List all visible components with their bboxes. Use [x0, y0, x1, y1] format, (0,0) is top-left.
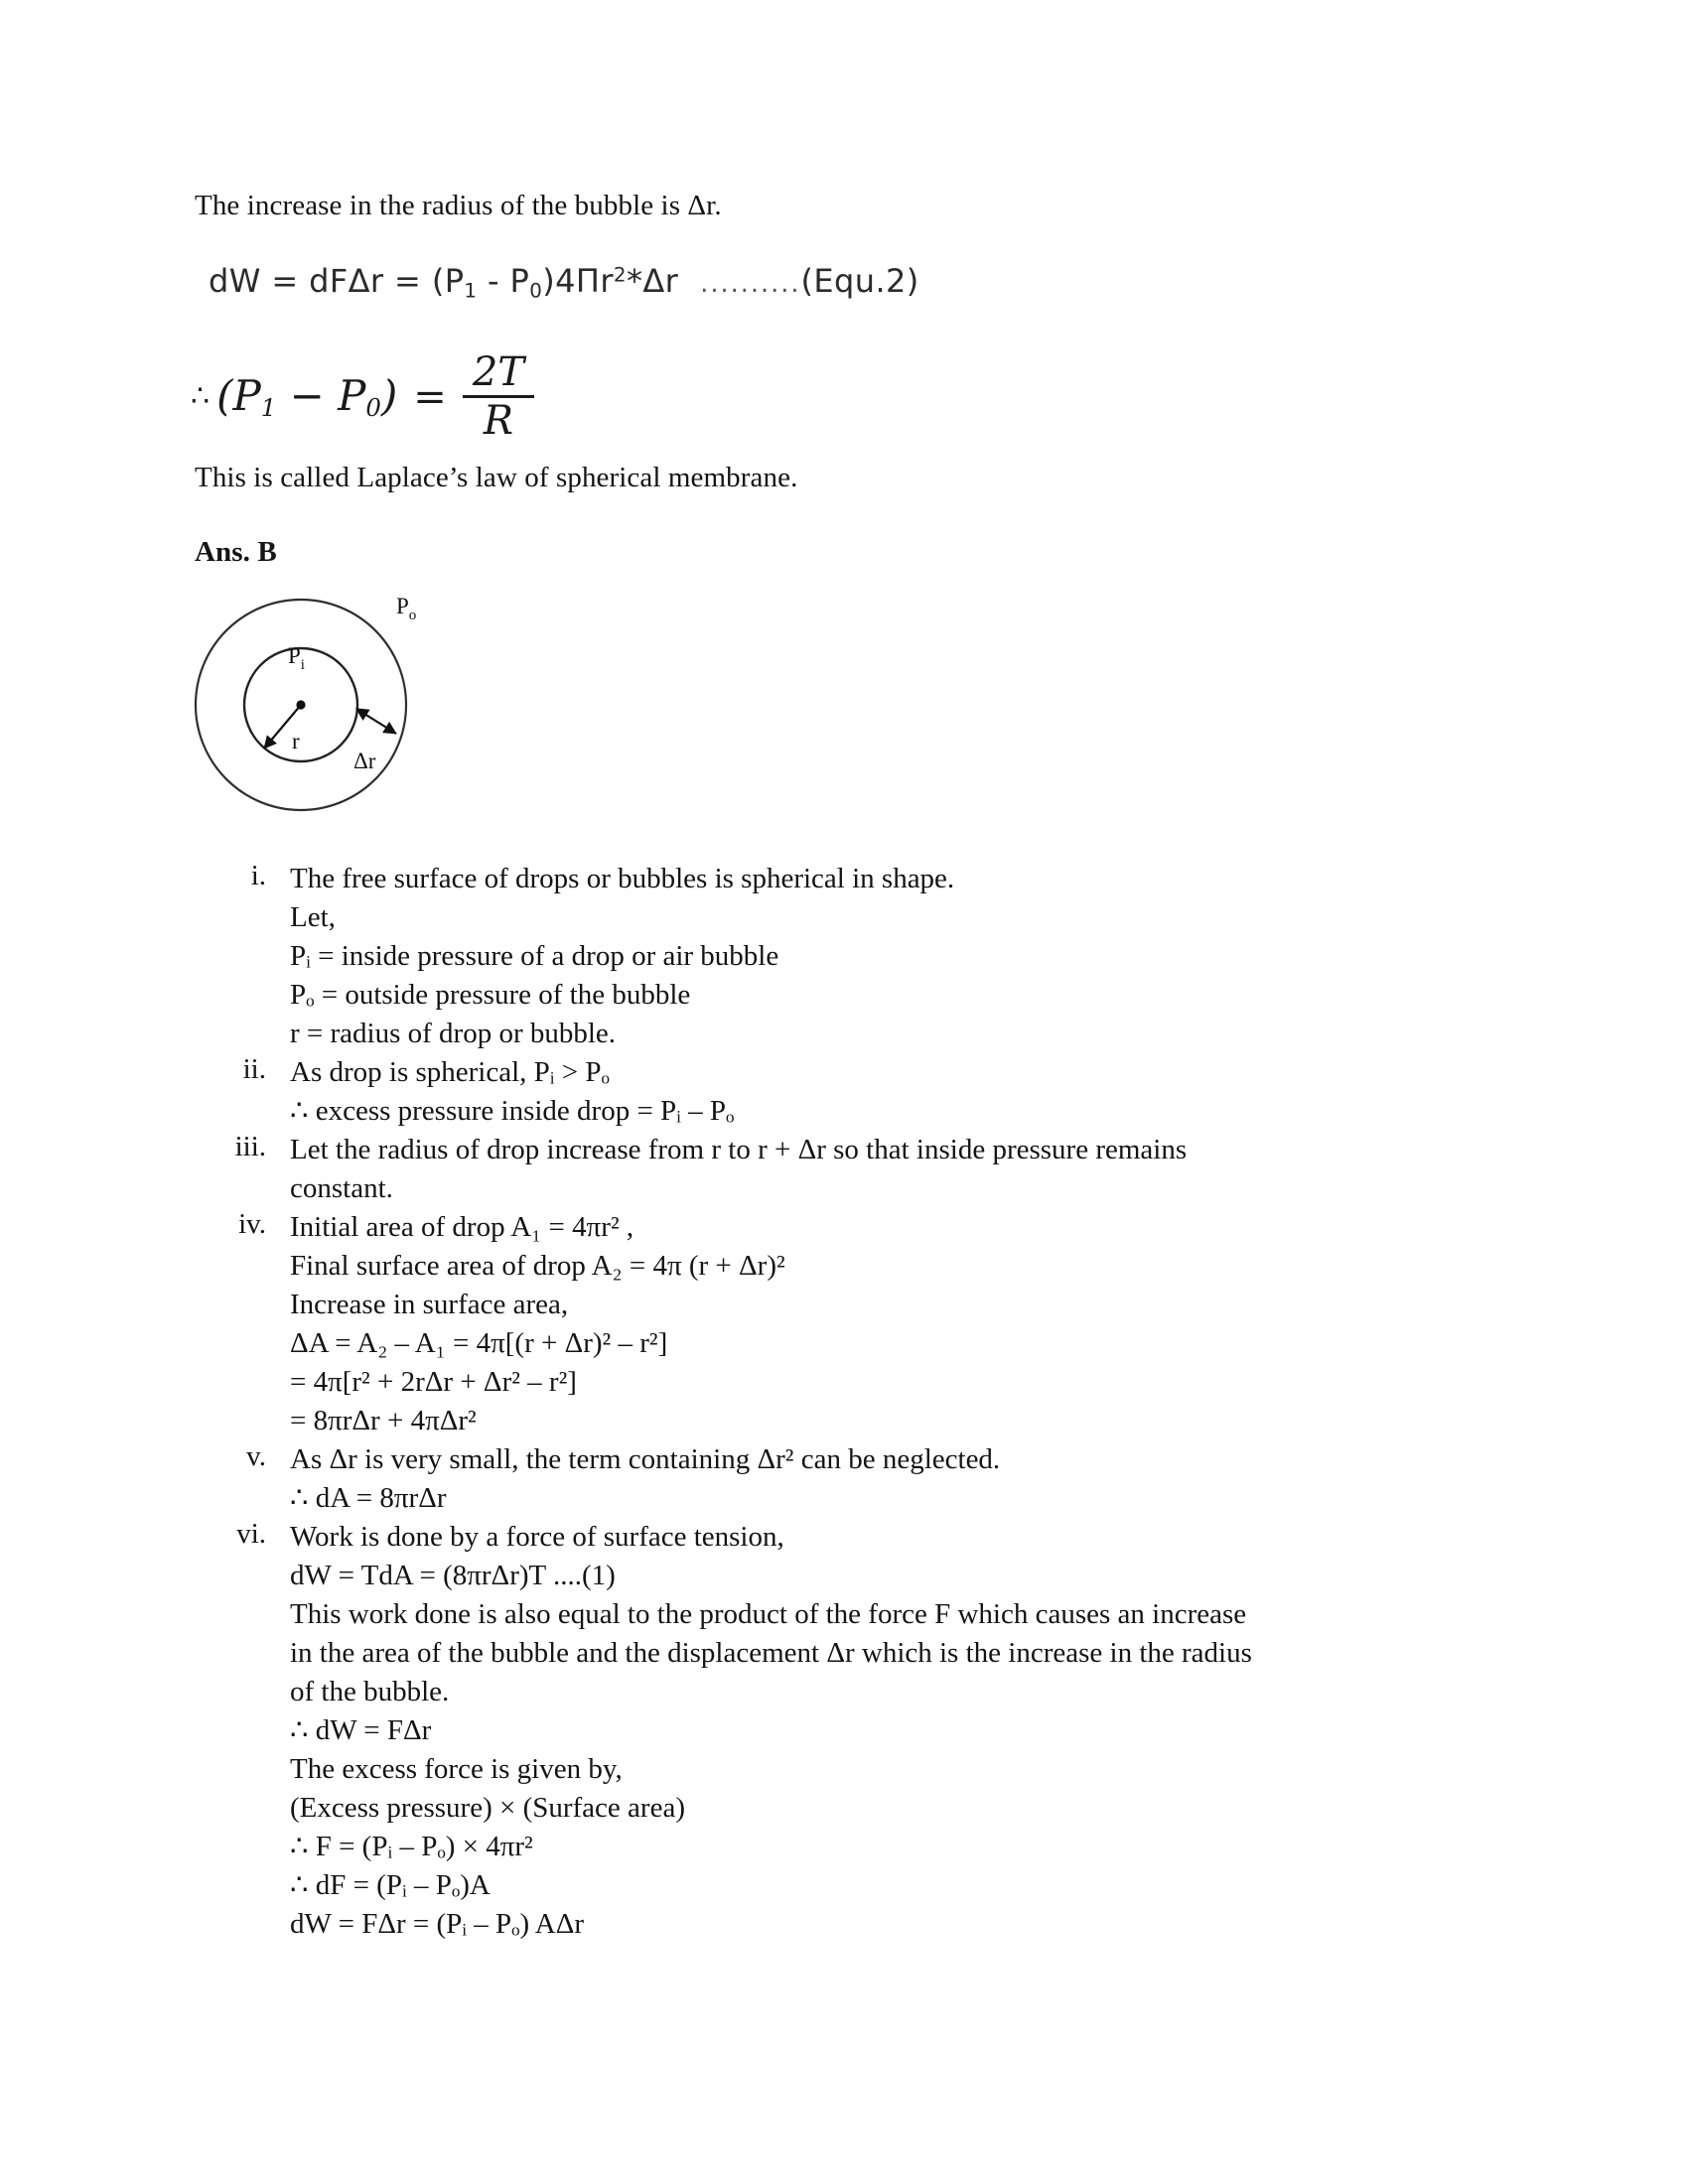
- laplace-equation: [191, 349, 534, 444]
- list-item-i-line-5: r = radius of drop or bubble.: [290, 1018, 617, 1049]
- list-item-iii-line-2: constant.: [290, 1172, 393, 1204]
- equation-2-sub-0: 0: [529, 279, 543, 303]
- list-item-vi-line-6: ∴ dW = FΔr: [290, 1714, 432, 1746]
- list-item-vi-line-4: in the area of the bubble and the displacement Δr which is the increase in the radius: [290, 1637, 1252, 1669]
- list-item-vi-line-11: dW = FΔr = (Pᵢ – Pₒ) AΔr: [290, 1908, 585, 1940]
- list-item-vi-line-9: ∴ F = (Pᵢ – Pₒ) × 4πr²: [290, 1831, 533, 1862]
- list-item-iv-line-4: ΔA = A₂ – A₁ = 4π[(r + Δr)² – r²]: [290, 1327, 668, 1359]
- fraction-denominator: R: [483, 397, 513, 444]
- equation-2-tail: *Δr: [626, 262, 679, 300]
- radius-label: r: [292, 729, 300, 753]
- laplace-lhs-sub1: 1: [260, 393, 277, 423]
- list-item-v-line-2: ∴ dA = 8πrΔr: [290, 1482, 447, 1514]
- outer-pressure-label: $P_o$: [396, 594, 417, 623]
- equation-2-tag: (Equ.2): [800, 262, 919, 300]
- equation-2-dots: ..........: [700, 269, 801, 299]
- list-item-iv-line-6: = 8πrΔr + 4πΔr²: [290, 1405, 477, 1436]
- list-item-iii-line-1: Let the radius of drop increase from r to r + Δr so that inside pressure remains: [290, 1134, 1188, 1165]
- list-marker-ii: ii.: [242, 1053, 266, 1085]
- list-marker-i: i.: [250, 860, 266, 891]
- list-item-vi-line-7: The excess force is given by,: [290, 1753, 623, 1785]
- list-item-iv-line-3: Increase in surface area,: [290, 1289, 569, 1320]
- fraction-numerator: 2T: [472, 349, 524, 395]
- laplace-fraction: [463, 349, 534, 444]
- equation-2-sup-2: 2: [613, 263, 627, 287]
- equation-2: [209, 262, 919, 303]
- equation-2-after: )4Πr: [542, 262, 614, 300]
- therefore-symbol: ∴: [191, 379, 211, 415]
- list-item-vi-line-2: dW = TdA = (8πrΔr)T ....(1): [290, 1560, 616, 1591]
- list-marker-iv: iv.: [238, 1208, 266, 1240]
- laplace-lhs-close: ): [380, 371, 398, 421]
- list-item-vi-line-3: This work done is also equal to the product of the force F which causes an increase: [290, 1598, 1247, 1630]
- list-item-iv-line-2: Final surface area of drop A₂ = 4π (r + Δr)²: [290, 1250, 785, 1282]
- list-item-vi-line-10: ∴ dF = (Pᵢ – Pₒ)A: [290, 1869, 491, 1901]
- list-item-iv-line-5: = 4π[r² + 2rΔr + Δr² – r²]: [290, 1366, 577, 1398]
- list-item-ii-line-2: ∴ excess pressure inside drop = Pᵢ – Pₒ: [290, 1095, 735, 1127]
- laplace-caption: This is called Laplace’s law of spherical membrane.: [195, 462, 798, 493]
- list-marker-vi: vi.: [236, 1518, 266, 1550]
- list-item-vi-line-8: (Excess pressure) × (Surface area): [290, 1792, 685, 1824]
- list-item-iv-line-1: Initial area of drop A₁ = 4πr² ,: [290, 1211, 634, 1243]
- list-item-vi-line-5: of the bubble.: [290, 1676, 450, 1707]
- delta-r-arrow: [356, 709, 396, 734]
- answer-heading: Ans. B: [195, 536, 277, 568]
- list-item-i-line-2: Let,: [290, 901, 336, 933]
- equation-2-sub-1: 1: [464, 279, 478, 303]
- list-item-v-line-1: As Δr is very small, the term containing Δr² can be neglected.: [290, 1443, 1001, 1475]
- list-item-i-line-3: Pᵢ = inside pressure of a drop or air bubble: [290, 940, 779, 972]
- intro-paragraph: The increase in the radius of the bubble is Δr.: [195, 190, 722, 221]
- list-item-vi-line-1: Work is done by a force of surface tension,: [290, 1521, 784, 1553]
- equation-2-lhs: dW = dFΔr = (P: [209, 262, 465, 300]
- laplace-lhs-open: (P: [216, 371, 261, 421]
- bubble-diagram: [177, 588, 504, 826]
- list-item-ii-line-1: As drop is spherical, Pᵢ > Pₒ: [290, 1056, 610, 1088]
- laplace-lhs-sub0: 0: [365, 393, 381, 423]
- list-marker-iii: iii.: [234, 1131, 266, 1162]
- list-item-i-line-1: The free surface of drops or bubbles is spherical in shape.: [290, 863, 955, 894]
- list-item-i-line-4: Pₒ = outside pressure of the bubble: [290, 979, 691, 1011]
- equation-2-mid: - P: [477, 262, 530, 300]
- equals-sign: =: [413, 373, 447, 420]
- laplace-lhs: [216, 371, 397, 422]
- list-marker-v: v.: [246, 1440, 266, 1472]
- inner-pressure-label: $P_i$: [288, 643, 305, 673]
- delta-r-label: Δr: [353, 749, 376, 773]
- laplace-lhs-minus: − P: [276, 371, 366, 421]
